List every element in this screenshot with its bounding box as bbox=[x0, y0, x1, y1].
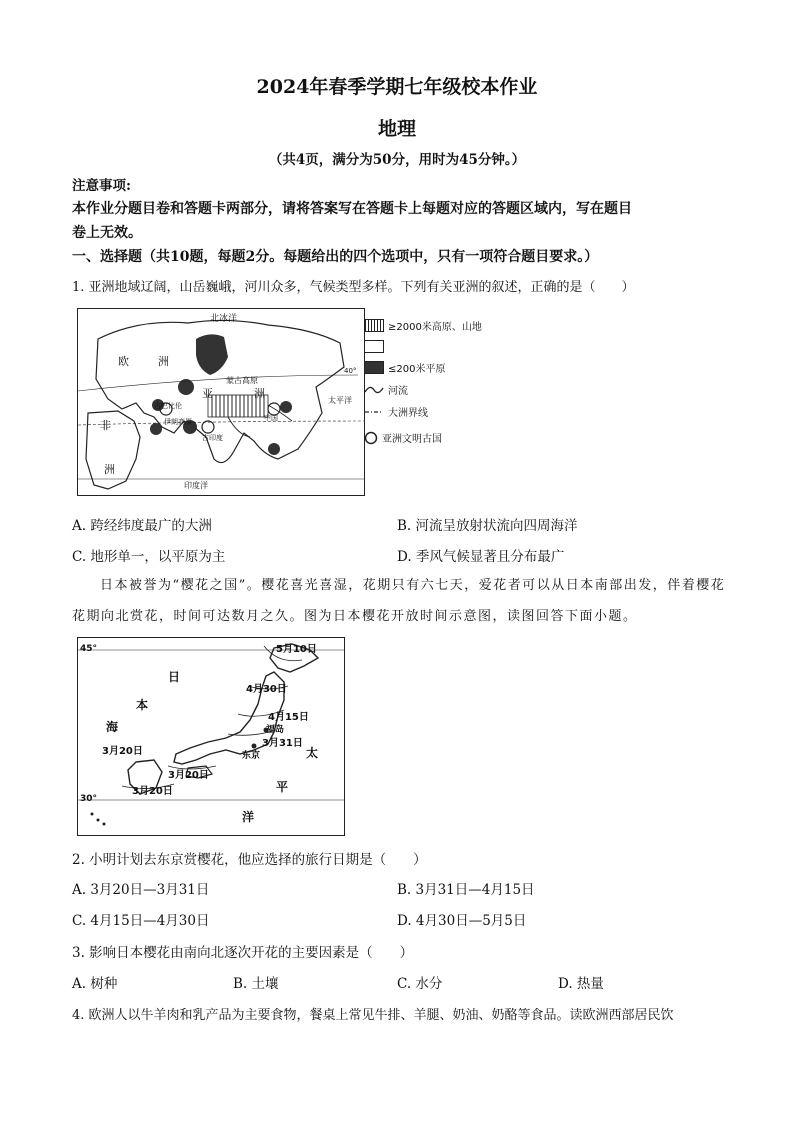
japan-map-graphic bbox=[78, 638, 344, 835]
blank-swatch-icon bbox=[364, 340, 384, 353]
label-africa-2: 洲 bbox=[104, 463, 115, 476]
label-arctic-ocean: 北冰洋 bbox=[210, 314, 238, 324]
japan-map bbox=[77, 637, 345, 836]
label-date-mar-20-a: 3月20日 bbox=[102, 746, 143, 757]
passage-line-1: 日本被誉为“樱花之国”。樱花喜光喜湿，花期只有六七天，爱花者可以从日本南部出发，伴着樱花 bbox=[100, 578, 726, 593]
label-africa-1: 非 bbox=[100, 419, 111, 432]
notice-heading: 注意事项: bbox=[72, 178, 131, 194]
legend-highland: ≥2000米高原、山地 bbox=[364, 318, 482, 333]
label-mongolian-plateau: 蒙古高原 bbox=[226, 376, 258, 385]
q1-option-c[interactable]: C. 地形单一，以平原为主 bbox=[72, 549, 226, 565]
passage-text bbox=[72, 570, 732, 632]
legend-civilization: 亚洲文明古国 bbox=[364, 430, 442, 445]
label-ocean-tai: 太 bbox=[306, 746, 319, 760]
label-sea-hai: 海 bbox=[106, 720, 119, 734]
label-date-may-10: 5月10日 bbox=[276, 644, 317, 655]
passage-line-2: 花期向北赏花，时间可达数月之久。图为日本樱花开放时间示意图，读图回答下面小题。 bbox=[72, 609, 638, 624]
subject-title: 地理 bbox=[377, 118, 416, 140]
question-1-stem: 1. 亚洲地域辽阔，山岳巍峨，河川众多，气候类型多样。下列有关亚洲的叙述，正确的是（ ） bbox=[72, 280, 635, 295]
q1-option-b[interactable]: B. 河流呈放射状流向四周海洋 bbox=[397, 518, 578, 534]
label-ancient-babylon: 古巴比伦 bbox=[154, 402, 182, 410]
label-ocean-ping: 平 bbox=[276, 780, 289, 794]
dark-swatch-icon bbox=[364, 361, 384, 374]
label-fukushima: 福岛 bbox=[266, 725, 285, 735]
notice-line-2: 卷上无效。 bbox=[72, 225, 142, 241]
dashed-line-icon bbox=[364, 406, 384, 418]
question-4-stem: 4. 欧洲人以牛羊肉和乳产品为主要食物，餐桌上常见牛排、羊腿、奶油、奶酪等食品。读欧洲西部居民饮 bbox=[72, 1008, 674, 1023]
legend-blank bbox=[364, 340, 388, 353]
label-ancient-india: 古印度 bbox=[202, 434, 223, 442]
river-icon bbox=[364, 384, 384, 396]
asia-map bbox=[77, 308, 365, 496]
question-3-stem: 3. 影响日本樱花由南向北逐次开花的主要因素是（ ） bbox=[72, 945, 414, 961]
q2-option-d[interactable]: D. 4月30日—5月5日 bbox=[397, 913, 527, 929]
label-lat-45: 45° bbox=[80, 644, 98, 654]
notice-line-1: 本作业分题目卷和答题卡两部分，请将答案写在答题卡上每题对应的答题区域内，写在题目 bbox=[72, 201, 632, 217]
label-tokyo: 东京 bbox=[242, 751, 261, 761]
label-date-apr-15: 4月15日 bbox=[268, 712, 309, 723]
hatched-swatch-icon bbox=[364, 319, 384, 332]
label-europe-1: 欧 bbox=[118, 355, 129, 368]
legend-boundary: 大洲界线 bbox=[364, 404, 428, 419]
q3-option-b[interactable]: B. 土壤 bbox=[233, 976, 279, 992]
question-2-stem: 2. 小明计划去东京赏樱花，他应选择的旅行日期是（ ） bbox=[72, 852, 427, 868]
legend-river: 河流 bbox=[364, 382, 408, 397]
asia-map-graphic bbox=[78, 309, 364, 495]
label-ocean-yang: 洋 bbox=[242, 810, 255, 824]
label-date-apr-30: 4月30日 bbox=[246, 684, 287, 695]
q2-option-c[interactable]: C. 4月15日—4月30日 bbox=[72, 913, 210, 929]
document-title: 2024年春季学期七年级校本作业 bbox=[256, 76, 538, 98]
label-iranian-plateau: 伊朗高原 bbox=[164, 418, 192, 426]
section-heading: 一、选择题（共10题，每题2分。每题给出的四个选项中，只有一项符合题目要求。） bbox=[72, 249, 599, 265]
exam-info: （共4页，满分为50分，用时为45分钟。） bbox=[268, 152, 526, 168]
q1-option-d[interactable]: D. 季风气候显著且分布最广 bbox=[397, 549, 565, 565]
label-europe-2: 洲 bbox=[158, 355, 169, 368]
q3-option-d[interactable]: D. 热量 bbox=[558, 976, 604, 992]
label-sea-ben: 本 bbox=[136, 698, 149, 712]
label-pacific-ocean: 太平洋 bbox=[328, 396, 352, 405]
legend-plain: ≤200米平原 bbox=[364, 360, 445, 375]
q1-option-a[interactable]: A. 跨经纬度最广的大洲 bbox=[72, 518, 212, 534]
label-latitude-40: 40° bbox=[344, 367, 357, 375]
q3-option-c[interactable]: C. 水分 bbox=[397, 976, 443, 992]
label-indian-ocean: 印度洋 bbox=[184, 481, 208, 490]
label-asia-2: 洲 bbox=[254, 387, 265, 400]
label-asia-1: 亚 bbox=[202, 387, 213, 400]
label-date-mar-31: 3月31日 bbox=[262, 738, 303, 749]
q2-option-a[interactable]: A. 3月20日—3月31日 bbox=[72, 882, 210, 898]
label-sea-ri: 日 bbox=[168, 670, 181, 684]
label-china: 中国 bbox=[264, 414, 278, 422]
label-date-mar-20-b: 3月20日 bbox=[168, 770, 209, 781]
label-lat-30: 30° bbox=[80, 794, 98, 804]
q2-option-b[interactable]: B. 3月31日—4月15日 bbox=[397, 882, 535, 898]
label-date-mar-20-c: 3月20日 bbox=[132, 786, 173, 797]
circle-icon bbox=[364, 431, 378, 445]
q3-option-a[interactable]: A. 树种 bbox=[72, 976, 118, 992]
